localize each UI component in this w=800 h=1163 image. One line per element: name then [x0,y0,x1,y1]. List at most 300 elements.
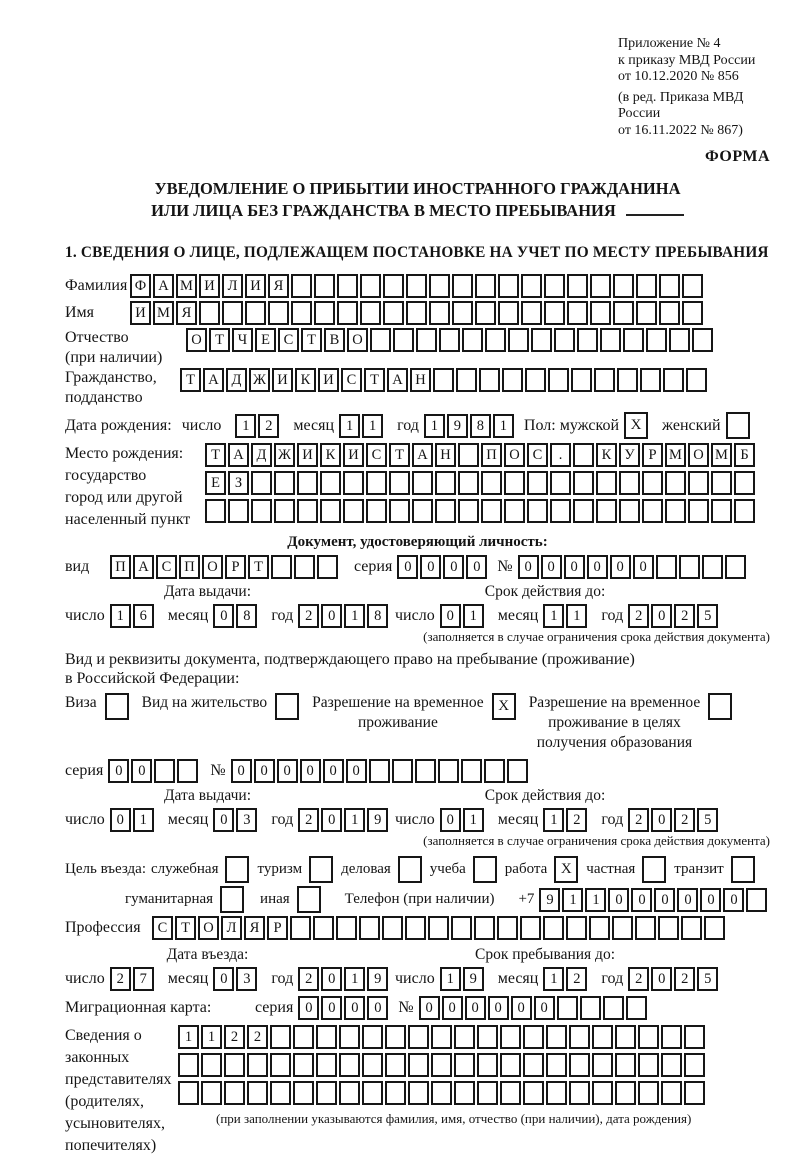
char-box[interactable] [201,1081,222,1105]
char-box[interactable]: 0 [321,808,342,832]
char-box[interactable] [498,301,519,325]
char-box[interactable]: 8 [236,604,257,628]
char-box[interactable]: И [272,368,293,392]
char-box[interactable]: С [152,916,173,940]
char-box[interactable] [594,368,615,392]
char-box[interactable]: И [318,368,339,392]
char-box[interactable] [477,1053,498,1077]
char-box[interactable]: 1 [344,808,365,832]
char-box[interactable] [461,759,482,783]
char-box[interactable] [484,759,505,783]
char-box[interactable]: С [527,443,548,467]
char-box[interactable] [573,471,594,495]
purpose-private-checkbox[interactable] [642,856,668,883]
char-box[interactable]: 5 [697,604,718,628]
char-box[interactable]: 2 [566,967,587,991]
char-box[interactable] [291,301,312,325]
char-box[interactable]: 1 [562,888,583,912]
char-box[interactable] [456,368,477,392]
char-box[interactable]: 0 [633,555,654,579]
char-box[interactable] [704,916,725,940]
char-box[interactable] [247,1081,268,1105]
char-box[interactable] [270,1025,291,1049]
char-box[interactable]: 1 [344,604,365,628]
char-box[interactable]: 6 [133,604,154,628]
char-box[interactable] [290,916,311,940]
char-box[interactable] [726,412,750,439]
char-box[interactable] [415,759,436,783]
char-box[interactable] [642,856,666,883]
char-box[interactable] [452,301,473,325]
char-box[interactable]: Н [435,443,456,467]
char-box[interactable] [638,1081,659,1105]
char-box[interactable] [497,916,518,940]
char-box[interactable] [596,499,617,523]
char-box[interactable] [498,274,519,298]
char-box[interactable] [408,1053,429,1077]
char-box[interactable] [577,328,598,352]
char-box[interactable]: С [278,328,299,352]
char-box[interactable]: И [199,274,220,298]
char-box[interactable] [433,368,454,392]
char-box[interactable]: 0 [213,808,234,832]
char-box[interactable]: М [153,301,174,325]
char-box[interactable] [658,916,679,940]
char-box[interactable] [554,328,575,352]
char-box[interactable] [520,916,541,940]
char-box[interactable]: 0 [442,996,463,1020]
char-box[interactable] [603,996,624,1020]
char-box[interactable] [293,1081,314,1105]
char-box[interactable] [385,1081,406,1105]
char-box[interactable]: И [130,301,151,325]
char-box[interactable] [339,1053,360,1077]
char-box[interactable] [320,499,341,523]
char-box[interactable]: Т [209,328,230,352]
char-box[interactable] [177,759,198,783]
char-box[interactable] [393,328,414,352]
char-box[interactable] [314,274,335,298]
char-box[interactable] [452,274,473,298]
char-box[interactable]: 0 [564,555,585,579]
char-box[interactable] [596,471,617,495]
char-box[interactable] [479,368,500,392]
char-box[interactable]: 0 [321,604,342,628]
char-box[interactable]: 0 [231,759,252,783]
char-box[interactable] [523,1025,544,1049]
char-box[interactable] [408,1025,429,1049]
char-box[interactable] [389,499,410,523]
char-box[interactable] [477,1025,498,1049]
char-box[interactable] [500,1081,521,1105]
char-box[interactable] [477,1081,498,1105]
char-box[interactable] [734,471,755,495]
char-box[interactable]: 2 [258,414,279,438]
char-box[interactable] [428,916,449,940]
char-box[interactable] [702,555,723,579]
char-box[interactable]: 7 [133,967,154,991]
char-box[interactable] [523,1053,544,1077]
char-box[interactable]: С [156,555,177,579]
char-box[interactable]: Н [410,368,431,392]
char-box[interactable] [684,1025,705,1049]
char-box[interactable]: П [481,443,502,467]
char-box[interactable] [313,916,334,940]
char-box[interactable] [646,328,667,352]
char-box[interactable] [435,499,456,523]
char-box[interactable] [571,368,592,392]
char-box[interactable] [527,499,548,523]
char-box[interactable] [317,555,338,579]
char-box[interactable]: О [198,916,219,940]
char-box[interactable]: И [297,443,318,467]
char-box[interactable] [220,886,244,913]
char-box[interactable]: 0 [654,888,675,912]
char-box[interactable]: 0 [346,759,367,783]
char-box[interactable]: Е [205,471,226,495]
char-box[interactable] [481,471,502,495]
char-box[interactable]: 1 [362,414,383,438]
char-box[interactable] [504,471,525,495]
char-box[interactable]: 0 [131,759,152,783]
char-box[interactable]: А [387,368,408,392]
char-box[interactable]: И [343,443,364,467]
char-box[interactable] [337,301,358,325]
char-box[interactable] [360,301,381,325]
char-box[interactable]: Р [225,555,246,579]
char-box[interactable] [251,499,272,523]
char-box[interactable]: Л [221,916,242,940]
char-box[interactable] [567,301,588,325]
char-box[interactable] [567,274,588,298]
char-box[interactable] [521,274,542,298]
char-box[interactable] [590,301,611,325]
char-box[interactable] [661,1053,682,1077]
char-box[interactable]: 0 [488,996,509,1020]
char-box[interactable] [337,274,358,298]
char-box[interactable] [665,471,686,495]
char-box[interactable] [617,368,638,392]
char-box[interactable]: О [186,328,207,352]
char-box[interactable]: 9 [539,888,560,912]
char-box[interactable] [366,471,387,495]
char-box[interactable] [504,499,525,523]
char-box[interactable]: 1 [178,1025,199,1049]
char-box[interactable] [544,274,565,298]
char-box[interactable] [619,471,640,495]
char-box[interactable] [523,1081,544,1105]
char-box[interactable] [569,1053,590,1077]
char-box[interactable]: 1 [566,604,587,628]
char-box[interactable]: 1 [585,888,606,912]
char-box[interactable] [297,471,318,495]
char-box[interactable] [546,1025,567,1049]
char-box[interactable]: Б [734,443,755,467]
char-box[interactable]: Я [244,916,265,940]
char-box[interactable]: О [347,328,368,352]
char-box[interactable] [546,1081,567,1105]
char-box[interactable] [590,274,611,298]
char-box[interactable] [392,759,413,783]
char-box[interactable] [458,499,479,523]
purpose-humanitarian-checkbox[interactable] [220,886,246,913]
char-box[interactable] [475,301,496,325]
char-box[interactable] [228,499,249,523]
char-box[interactable] [431,1025,452,1049]
purpose-official-checkbox[interactable] [225,856,251,883]
char-box[interactable] [502,368,523,392]
char-box[interactable]: 0 [651,808,672,832]
char-box[interactable] [500,1025,521,1049]
char-box[interactable] [362,1025,383,1049]
char-box[interactable] [224,1053,245,1077]
char-box[interactable] [251,471,272,495]
char-box[interactable]: Я [268,274,289,298]
char-box[interactable] [416,328,437,352]
char-box[interactable]: 0 [631,888,652,912]
char-box[interactable] [339,1025,360,1049]
char-box[interactable]: 0 [110,808,131,832]
char-box[interactable]: 0 [419,996,440,1020]
char-box[interactable] [527,471,548,495]
char-box[interactable]: Т [175,916,196,940]
char-box[interactable]: 2 [674,604,695,628]
char-box[interactable]: Ч [232,328,253,352]
char-box[interactable]: 2 [298,808,319,832]
char-box[interactable]: Т [248,555,269,579]
char-box[interactable] [573,443,594,467]
char-box[interactable]: 0 [466,555,487,579]
char-box[interactable] [293,1025,314,1049]
char-box[interactable] [589,916,610,940]
char-box[interactable]: Е [255,328,276,352]
char-box[interactable]: А [228,443,249,467]
purpose-other-checkbox[interactable] [297,886,323,913]
char-box[interactable]: 0 [610,555,631,579]
char-box[interactable] [451,916,472,940]
temp-residence-checkbox[interactable] [492,693,518,720]
char-box[interactable] [369,759,390,783]
char-box[interactable]: 0 [367,996,388,1020]
char-box[interactable] [679,555,700,579]
residence-permit-checkbox[interactable] [275,693,301,720]
char-box[interactable] [507,759,528,783]
char-box[interactable]: 1 [344,967,365,991]
char-box[interactable] [592,1081,613,1105]
char-box[interactable]: К [320,443,341,467]
char-box[interactable] [636,274,657,298]
char-box[interactable]: 0 [298,996,319,1020]
char-box[interactable] [454,1025,475,1049]
char-box[interactable] [224,1081,245,1105]
char-box[interactable]: 0 [518,555,539,579]
char-box[interactable] [481,499,502,523]
char-box[interactable] [656,555,677,579]
char-box[interactable] [406,274,427,298]
char-box[interactable]: 0 [440,808,461,832]
char-box[interactable] [362,1081,383,1105]
char-box[interactable]: 5 [697,967,718,991]
char-box[interactable] [612,916,633,940]
char-box[interactable] [454,1081,475,1105]
char-box[interactable]: 2 [298,967,319,991]
char-box[interactable] [412,471,433,495]
char-box[interactable] [681,916,702,940]
char-box[interactable]: К [596,443,617,467]
char-box[interactable] [544,301,565,325]
char-box[interactable]: Т [301,328,322,352]
char-box[interactable]: 2 [110,967,131,991]
temp-residence-education-checkbox[interactable] [708,693,734,720]
char-box[interactable] [405,916,426,940]
char-box[interactable] [725,555,746,579]
char-box[interactable]: 2 [628,967,649,991]
char-box[interactable]: 1 [339,414,360,438]
char-box[interactable]: Р [267,916,288,940]
char-box[interactable]: 0 [420,555,441,579]
char-box[interactable]: 2 [224,1025,245,1049]
char-box[interactable] [291,274,312,298]
char-box[interactable]: Ф [130,274,151,298]
char-box[interactable] [485,328,506,352]
char-box[interactable]: 9 [367,808,388,832]
char-box[interactable]: 0 [587,555,608,579]
char-box[interactable] [225,856,249,883]
char-box[interactable] [613,301,634,325]
char-box[interactable]: М [176,274,197,298]
char-box[interactable]: 0 [677,888,698,912]
char-box[interactable] [566,916,587,940]
char-box[interactable] [600,328,621,352]
char-box[interactable] [688,499,709,523]
char-box[interactable] [635,916,656,940]
char-box[interactable]: А [203,368,224,392]
char-box[interactable] [688,471,709,495]
char-box[interactable] [462,328,483,352]
char-box[interactable] [271,555,292,579]
char-box[interactable] [429,301,450,325]
char-box[interactable] [573,499,594,523]
char-box[interactable] [154,759,175,783]
char-box[interactable] [294,555,315,579]
char-box[interactable]: А [133,555,154,579]
char-box[interactable] [557,996,578,1020]
char-box[interactable]: 0 [608,888,629,912]
char-box[interactable]: 0 [465,996,486,1020]
char-box[interactable] [661,1081,682,1105]
char-box[interactable]: X [624,412,648,439]
char-box[interactable] [473,856,497,883]
char-box[interactable] [406,301,427,325]
char-box[interactable]: 8 [367,604,388,628]
char-box[interactable] [383,301,404,325]
char-box[interactable] [686,368,707,392]
char-box[interactable] [615,1081,636,1105]
char-box[interactable]: X [492,693,516,720]
char-box[interactable] [659,274,680,298]
char-box[interactable]: А [153,274,174,298]
purpose-business-checkbox[interactable] [398,856,424,883]
char-box[interactable] [711,499,732,523]
char-box[interactable] [275,693,299,720]
char-box[interactable]: Т [389,443,410,467]
char-box[interactable] [429,274,450,298]
char-box[interactable] [268,301,289,325]
sex-male-checkbox[interactable] [624,412,650,439]
char-box[interactable] [682,301,703,325]
char-box[interactable]: Л [222,274,243,298]
char-box[interactable]: 9 [463,967,484,991]
char-box[interactable] [382,916,403,940]
char-box[interactable] [359,916,380,940]
char-box[interactable]: А [412,443,433,467]
char-box[interactable]: Т [364,368,385,392]
char-box[interactable] [475,274,496,298]
char-box[interactable] [684,1081,705,1105]
char-box[interactable] [336,916,357,940]
char-box[interactable]: 2 [566,808,587,832]
char-box[interactable]: 1 [543,967,564,991]
char-box[interactable]: О [202,555,223,579]
char-box[interactable] [708,693,732,720]
char-box[interactable]: 0 [534,996,555,1020]
char-box[interactable] [642,499,663,523]
char-box[interactable]: 2 [674,808,695,832]
char-box[interactable] [474,916,495,940]
char-box[interactable]: 1 [235,414,256,438]
char-box[interactable] [546,1053,567,1077]
char-box[interactable] [362,1053,383,1077]
sex-female-checkbox[interactable] [726,412,752,439]
char-box[interactable]: П [110,555,131,579]
char-box[interactable]: 2 [674,967,695,991]
char-box[interactable]: 1 [543,808,564,832]
char-box[interactable] [320,471,341,495]
char-box[interactable] [659,301,680,325]
char-box[interactable] [383,274,404,298]
char-box[interactable] [293,1053,314,1077]
char-box[interactable]: 0 [321,967,342,991]
char-box[interactable]: Ж [249,368,270,392]
char-box[interactable]: Т [205,443,226,467]
char-box[interactable]: К [295,368,316,392]
char-box[interactable] [343,471,364,495]
char-box[interactable] [245,301,266,325]
char-box[interactable] [640,368,661,392]
char-box[interactable]: Я [176,301,197,325]
char-box[interactable] [592,1025,613,1049]
char-box[interactable]: О [504,443,525,467]
char-box[interactable]: М [665,443,686,467]
char-box[interactable]: 9 [447,414,468,438]
char-box[interactable]: . [550,443,571,467]
char-box[interactable]: 1 [201,1025,222,1049]
char-box[interactable] [626,996,647,1020]
char-box[interactable] [592,1053,613,1077]
char-box[interactable]: 1 [133,808,154,832]
char-box[interactable]: 2 [628,604,649,628]
char-box[interactable] [316,1081,337,1105]
char-box[interactable]: 0 [277,759,298,783]
char-box[interactable] [439,328,460,352]
char-box[interactable] [431,1081,452,1105]
char-box[interactable]: 0 [213,604,234,628]
char-box[interactable]: 1 [543,604,564,628]
char-box[interactable] [669,328,690,352]
char-box[interactable] [661,1025,682,1049]
char-box[interactable]: С [366,443,387,467]
char-box[interactable] [682,274,703,298]
